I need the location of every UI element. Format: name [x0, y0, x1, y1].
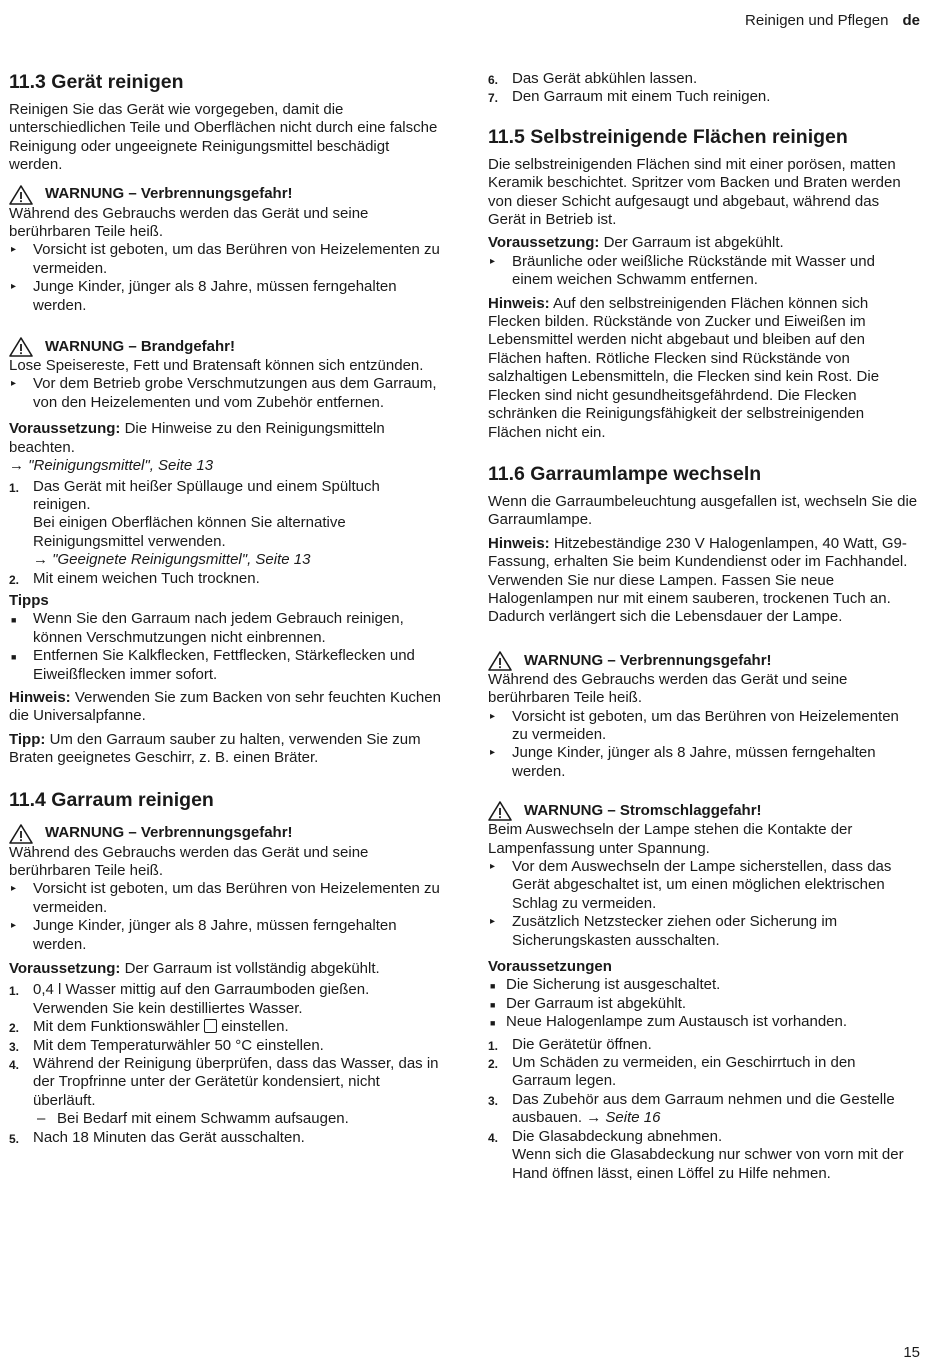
s116-hint: Hinweis: Hitzebeständige 230 V Halogenlampen, 40 Watt, G9-Fassung, erhalten Sie beim Kundendienst oder im Fachhandel. Verwenden Sie nur diese Lampen. Fassen Sie neue Halogenlampen nur mit einem sauberen, trockenen Tuch an. Dadurch verlängert sich die Lebensdauer der Lampe.	[488, 534, 908, 626]
step-item: 1. Die Gerätetür öffnen.	[488, 1035, 652, 1053]
s115-hint: Hinweis: Auf den selbstreinigenden Flächen können sich Flecken bilden. Rückstände von Zucker und Eiweißen im Lebensmittel werden nicht abgebaut und bleiben auf den Flächen haften. Rötliche Flecken sind Rückstände von salzhaltigen Lebensmitteln, die Flecken sind kein Rost. Die Flecken sind nicht gesundheitsgefährdend. Die Flecken schränken die Reinigungsfähigkeit der selbstreinigenden Flächen nicht ein.	[488, 294, 880, 441]
warning-item: ▸ Zusätzlich Netzstecker ziehen oder Sicherung im Sicherungskasten ausschalten.	[488, 913, 918, 950]
step-item: 6. Das Gerät abkühlen lassen.	[488, 70, 698, 87]
section-11-4-title: 11.4 Garraum reinigen	[9, 788, 214, 811]
step-item: 5. Nach 18 Minuten das Gerät ausschalten.	[9, 1128, 305, 1146]
warning-icon	[488, 651, 512, 671]
tips-heading: Tipps	[9, 591, 49, 609]
warning-icon	[488, 801, 512, 821]
page-number: 15	[903, 1344, 920, 1361]
warning-item: ▸ Junge Kinder, jünger als 8 Jahre, müssen ferngehalten werden.	[9, 278, 441, 315]
step-item: 3. Mit dem Temperaturwähler 50 °C einstellen.	[9, 1036, 324, 1054]
warning-item: ▸ Vorsicht ist geboten, um das Berühren von Heizelementen zu vermeiden.	[9, 880, 441, 917]
step-ref[interactable]: → Seite 16	[586, 1109, 661, 1127]
right-column	[488, 70, 918, 1187]
prerequisite-item: ■ Der Garraum ist abgekühlt.	[488, 995, 918, 1013]
s114-warning-burn	[9, 824, 441, 954]
warning-item: ▸ Vorsicht ist geboten, um das Berühren von Heizelementen zu vermeiden.	[488, 708, 918, 745]
warning-icon	[9, 337, 33, 357]
prerequisite-item: ■ Neue Halogenlampe zum Austausch ist vorhanden.	[488, 1013, 918, 1031]
section-11-3-title: 11.3 Gerät reinigen	[9, 71, 184, 93]
prerequisites-heading: Voraussetzungen	[488, 958, 612, 976]
s113-tip: Tipp: Um den Garraum sauber zu halten, verwenden Sie zum Braten geeignetes Geschirr, z. B. einen Bräter.	[9, 730, 421, 767]
tip-item: ■ Entfernen Sie Kalkflecken, Fettflecken, Stärkeflecken und Eiweißflecken immer sofort.	[9, 647, 441, 684]
s114-prerequisite: Voraussetzung: Der Garraum ist vollständig abgekühlt.	[9, 960, 380, 978]
s113-hint: Hinweis: Verwenden Sie zum Backen von sehr feuchten Kuchen die Universalpfanne.	[9, 688, 441, 725]
step-item: 1. Das Gerät mit heißer Spüllauge und einem Spültuch reinigen. Bei einigen Oberflächen können Sie alternative Reinigungsmittel verwenden. → "Geeignete Reinigungsmittel", Seite 13	[9, 478, 441, 570]
warning-icon	[9, 824, 33, 844]
warning-item: ▸ Junge Kinder, jünger als 8 Jahre, müssen ferngehalten werden.	[488, 744, 918, 781]
warning-title: WARNUNG – Verbrennungsgefahr!	[45, 185, 293, 203]
left-column	[9, 70, 441, 1151]
warning-item: ▸ Vorsicht ist geboten, um das Berühren von Heizelementen zu vermeiden.	[9, 241, 441, 278]
s113-warning-burn	[9, 185, 441, 315]
s116-warning-burn	[488, 651, 918, 781]
step-item: 3. Das Zubehör aus dem Garraum nehmen und die Gestelle ausbauen. → Seite 16	[488, 1090, 895, 1127]
warning-item: ▸ Vor dem Auswechseln der Lampe sicherstellen, dass das Gerät abgeschaltet ist, um einen möglichen elektrischen Schlag zu vermeiden.	[488, 858, 918, 913]
step-item: 2. Um Schäden zu vermeiden, ein Geschirrtuch in den Garraum legen.	[488, 1054, 856, 1090]
warning-text: Während des Gebrauchs werden das Gerät und seine berührbaren Teile heiß.	[9, 843, 369, 879]
oven-function-icon	[204, 1019, 217, 1033]
warning-item: ▸ Junge Kinder, jünger als 8 Jahre, müssen ferngehalten werden.	[9, 917, 441, 954]
warning-title: WARNUNG – Stromschlaggefahr!	[524, 801, 762, 819]
section-11-5-title: 11.5 Selbstreinigende Flächen reinigen	[488, 125, 848, 148]
tip-item: ■ Wenn Sie den Garraum nach jedem Gebrauch reinigen, können Verschmutzungen nicht einbrennen.	[9, 610, 441, 647]
warning-item: ▸ Vor dem Betrieb grobe Verschmutzungen aus dem Garraum, von den Heizelementen und vom Zubehör entfernen.	[9, 375, 441, 412]
warning-text: Lose Speisereste, Fett und Bratensaft können sich entzünden.	[9, 357, 424, 375]
warning-title: WARNUNG – Brandgefahr!	[45, 337, 236, 355]
header-section: Reinigen und Pflegen	[745, 12, 889, 29]
step-item: 2. Mit einem weichen Tuch trocknen.	[9, 569, 260, 587]
s113-prerequisite-ref[interactable]: → "Reinigungsmittel", Seite 13	[9, 457, 214, 475]
s116-intro: Wenn die Garraumbeleuchtung ausgefallen ist, wechseln Sie die Garraumlampe.	[488, 492, 918, 529]
action-item: ▸ Bräunliche oder weißliche Rückstände mit Wasser und einem weichen Schwamm entfernen.	[488, 253, 918, 290]
step-item: 7. Den Garraum mit einem Tuch reinigen.	[488, 88, 771, 106]
header-lang: de	[902, 12, 920, 29]
s113-warning-fire	[9, 337, 441, 412]
warning-text: Während des Gebrauchs werden das Gerät und seine berührbaren Teile heiß.	[488, 670, 848, 707]
s113-prerequisite: Voraussetzung: Die Hinweise zu den Reinigungsmitteln beachten.	[9, 420, 385, 456]
warning-title: WARNUNG – Verbrennungsgefahr!	[45, 824, 293, 842]
step-item: 4. Während der Reinigung überprüfen, dass das Wasser, das in der Tropfrinne unter der Gerätetür kondensiert, nicht überläuft. – Bei Bedarf mit einem Schwamm aufsaugen.	[9, 1055, 439, 1128]
step-item: 2. Mit dem Funktionswähler einstellen.	[9, 1018, 289, 1036]
prerequisite-item: ■ Die Sicherung ist ausgeschaltet.	[488, 976, 918, 994]
s115-prerequisite: Voraussetzung: Der Garraum ist abgekühlt.	[488, 234, 784, 252]
step-item: 4. Die Glasabdeckung abnehmen. Wenn sich die Glasabdeckung nur schwer von vorn mit der Hand öffnen lässt, einen Löffel zu Hilfe nehmen.	[488, 1127, 904, 1182]
section-11-6-title: 11.6 Garraumlampe wechseln	[488, 462, 762, 485]
warning-icon	[9, 185, 33, 205]
warning-title: WARNUNG – Verbrennungsgefahr!	[524, 651, 772, 669]
warning-text: Beim Auswechseln der Lampe stehen die Kontakte der Lampenfassung unter Spannung.	[488, 821, 853, 857]
s116-warning-shock	[488, 801, 918, 950]
s113-intro: Reinigen Sie das Gerät wie vorgegeben, damit die unterschiedlichen Teile und Oberflächen nicht durch eine falsche Reinigung oder ungeeignete Reinigungsmittel beschädigt werden.	[9, 101, 438, 174]
warning-text: Während des Gebrauchs werden das Gerät und seine berührbaren Teile heiß.	[9, 204, 369, 241]
page-header	[745, 12, 920, 30]
step-ref[interactable]: → "Geeignete Reinigungsmittel", Seite 13	[33, 551, 311, 569]
step-item: 1. 0,4 l Wasser mittig auf den Garraumboden gießen. Verwenden Sie kein destilliertes Wasser.	[9, 981, 370, 1017]
s115-intro: Die selbstreinigenden Flächen sind mit einer porösen, matten Keramik beschichtet. Spritzer vom Backen und Braten werden von dieser Schicht aufgesaugt und abgebaut, während das Gerät in Betrieb ist.	[488, 155, 901, 229]
